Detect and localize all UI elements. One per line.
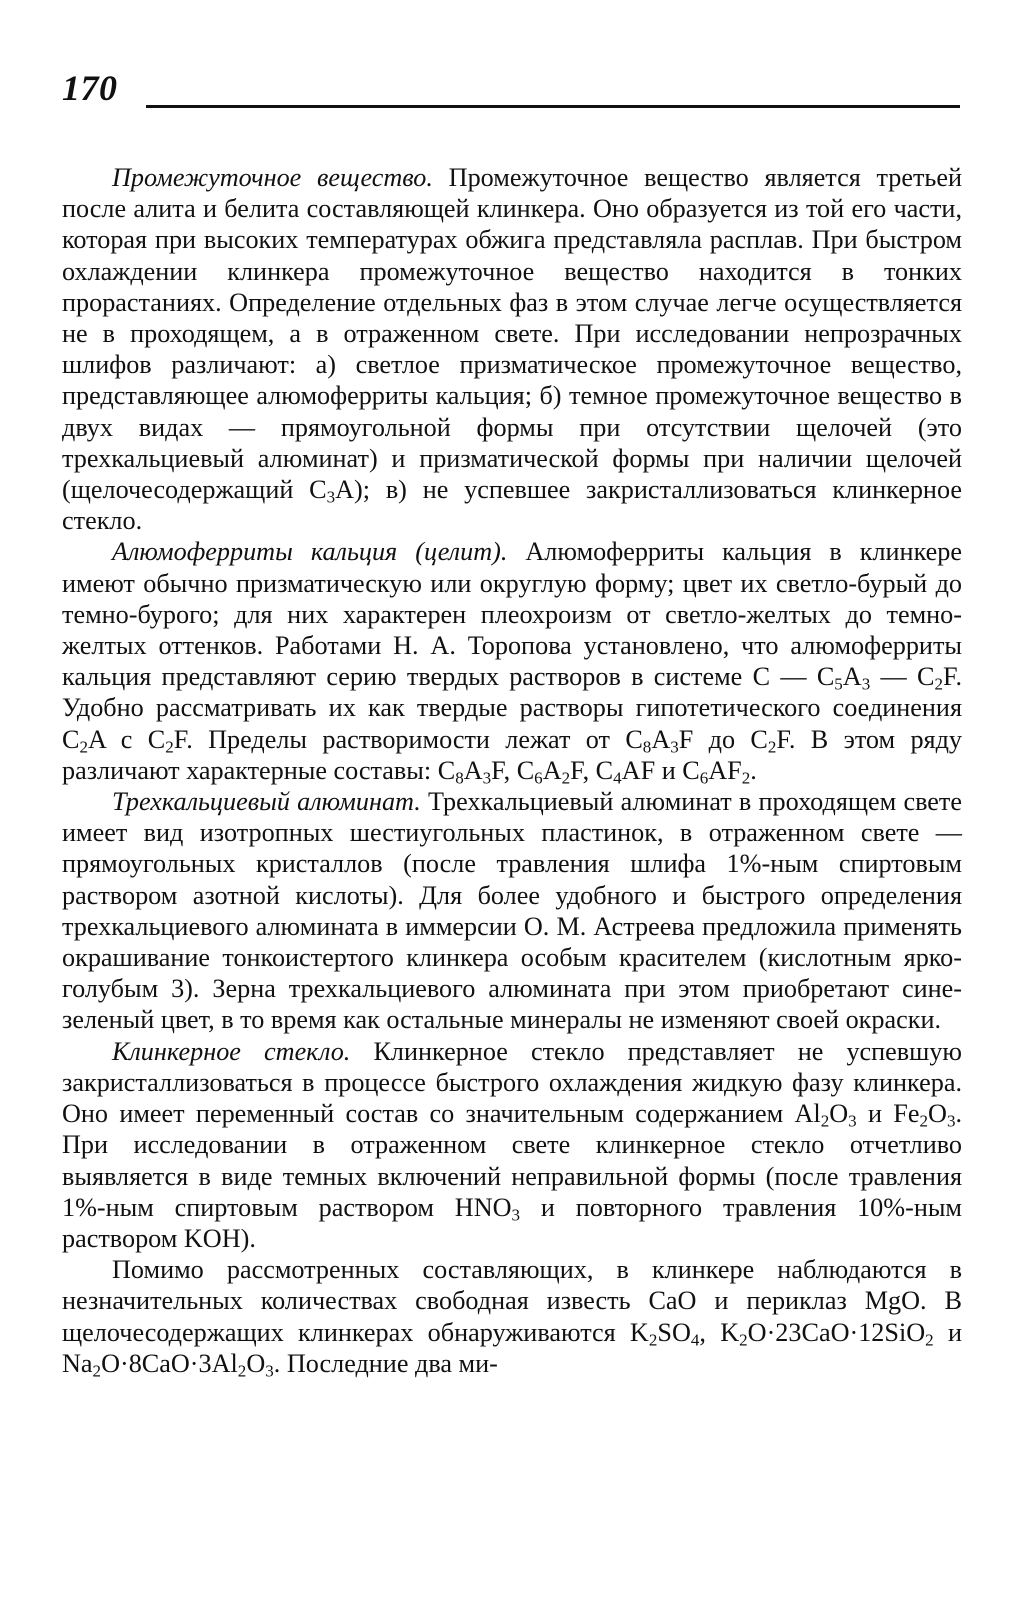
subscript: 2	[79, 736, 88, 756]
subscript: 2	[92, 1360, 102, 1380]
subscript: 3	[670, 736, 679, 756]
paragraph-text: Помимо рассмотренных составляющих, в клинкере наблюдаются в незначительных количествах свободная известь CaO и периклаз MgO. В щелочесодержащих клинкерах обнаруживаются K	[62, 1255, 962, 1347]
subscript: 3	[326, 487, 336, 507]
subscript: 6	[534, 768, 543, 788]
paragraph-text: — C	[870, 662, 935, 692]
paragraph-text: Клинкерное стекло представляет не успевшую закристаллизоваться в процессе быстрого охлаждения жидкую фазу клинкера. Оно имеет переменный состав со значительным содержанием Al	[62, 1036, 962, 1129]
paragraph-text: A с C	[87, 724, 166, 754]
subscript: 4	[690, 1329, 700, 1349]
paragraph-text: F, C	[491, 755, 535, 785]
subscript: 5	[834, 674, 843, 694]
paragraph-text: AF	[708, 755, 742, 785]
paragraph-text: . Последние два ми-	[273, 1348, 498, 1378]
paragraph	[62, 1254, 962, 1379]
paragraph	[62, 162, 962, 536]
paragraph-lead: Алюмоферриты кальция (целит).	[112, 537, 508, 567]
subscript: 2	[165, 736, 174, 756]
subscript: 3	[482, 768, 492, 788]
subscript: 2	[919, 1111, 929, 1131]
paragraph-text: Алюмоферриты кальция в клинкере имеют обычно призматическую или округлую форму; цвет их светло-бурый до темно-бурого; для них характерен плеохроизм от светло-желтых до темно-желтых оттенков. Работами Н. А. Торопова установлено, что алюмоферриты кальция представляют серию твердых растворов в системе C — C	[62, 537, 962, 692]
paragraph-text: A	[842, 662, 862, 692]
paragraph-text: F до C	[678, 724, 768, 754]
paragraph-text: A	[542, 755, 562, 785]
subscript: 2	[739, 1329, 748, 1349]
paragraph-text: и Na	[62, 1317, 963, 1378]
subscript: 2	[925, 1329, 934, 1349]
subscript: 8	[455, 768, 464, 788]
paragraph-lead: Клинкерное стекло.	[112, 1036, 351, 1066]
paragraph-text: .	[750, 755, 757, 785]
paragraph-text: AF и C	[621, 755, 700, 785]
subscript: 3	[848, 1111, 857, 1131]
subscript: 2	[237, 1360, 247, 1380]
paragraph-text: F. В этом ряду различают характерные составы: C	[62, 724, 963, 785]
page-number: 170	[62, 68, 118, 108]
paragraph	[62, 536, 962, 786]
subscript: 2	[934, 674, 943, 694]
paragraph-lead: Промежуточное вещество.	[112, 163, 433, 192]
subscript: 2	[561, 768, 571, 788]
subscript: 3	[946, 1111, 956, 1131]
subscript: 3	[861, 674, 871, 694]
paragraph-text: A	[463, 755, 483, 785]
subscript: 4	[613, 768, 622, 788]
subscript: 2	[648, 1329, 658, 1349]
subscript: 2	[820, 1111, 830, 1131]
paragraph	[62, 1036, 962, 1254]
header-rule	[146, 105, 960, 108]
paragraph-text: F. Пределы растворимости лежат от C	[173, 724, 643, 754]
paragraph-text: O	[829, 1099, 849, 1129]
paragraph-text: Трехкальциевый алюминат в проходящем свете имеет вид изотропных шестиугольных пластинок, в отраженном свете — прямоугольных кристаллов (после травления шлифа 1%-ным спиртовым раствором азотной кислоты). Для более удобного и быстрого определения трехкальциевого алюмината в иммерсии О. М. Астреева предложила применять окрашивание тонкоистертого клинкера особым красителем (кислотным ярко-голубым 3). Зерна трехкальциевого алюмината при этом приобретают сине-зеленый цвет, в то время как остальные минералы не изменяют своей окраски.	[62, 787, 963, 1035]
paragraph-text: F, C	[570, 755, 614, 785]
subscript: 2	[767, 736, 777, 756]
paragraph-text: . При исследовании в отраженном свете клинкерное стекло отчетливо выявляется в виде темных включений неправильной формы (после травления 1%-ным спиртовым раствором HNO	[62, 1099, 962, 1222]
paragraph-text: O·8CaO·3Al	[101, 1348, 238, 1378]
page-header	[62, 66, 960, 114]
paragraph-text: A); в) не успевшее закристаллизоваться клинкерное стекло.	[62, 475, 962, 536]
paragraph	[62, 786, 962, 1036]
subscript: 2	[741, 768, 751, 788]
paragraph-text: и Fe	[856, 1099, 920, 1129]
paragraph-text: SO	[657, 1317, 691, 1347]
subscript: 3	[511, 1204, 521, 1224]
paragraph-lead: Трехкальциевый алюминат.	[112, 787, 421, 817]
paragraph-text: , K	[699, 1317, 740, 1347]
subscript: 3	[265, 1360, 274, 1380]
paragraph-text: O	[246, 1348, 266, 1378]
body-text	[62, 162, 962, 1379]
subscript: 8	[642, 736, 652, 756]
paragraph-text: A	[651, 724, 671, 754]
paragraph-text: O	[928, 1099, 947, 1129]
paragraph-text: и повторного травления 10%-ным раствором KOH).	[62, 1192, 962, 1253]
paragraph-text: Промежуточное вещество является третьей после алита и белита составляющей клинкера. Оно образуется из той его части, которая при высоких температурах обжига представляла расплав. При быстром охлаждении клинкера промежуточное вещество находится в тонких прорастаниях. Определение отдельных фаз в этом случае легче осуществляется не в проходящем, а в отраженном свете. При исследовании непрозрачных шлифов различают: а) светлое призматическое промежуточное вещество, представляющее алюмоферриты кальция; б) темное промежуточное вещество в двух видах — прямоугольной формы при отсутствии щелочей (это трехкальциевый алюминат) и призматической формы при наличии щелочей (щелочесодержащий C	[62, 163, 962, 505]
paragraph-text: O·23CaO·12SiO	[747, 1317, 926, 1347]
subscript: 6	[699, 768, 709, 788]
paragraph-text: F. Удобно рассматривать их как твердые растворы гипотетического соединения C	[62, 662, 962, 754]
